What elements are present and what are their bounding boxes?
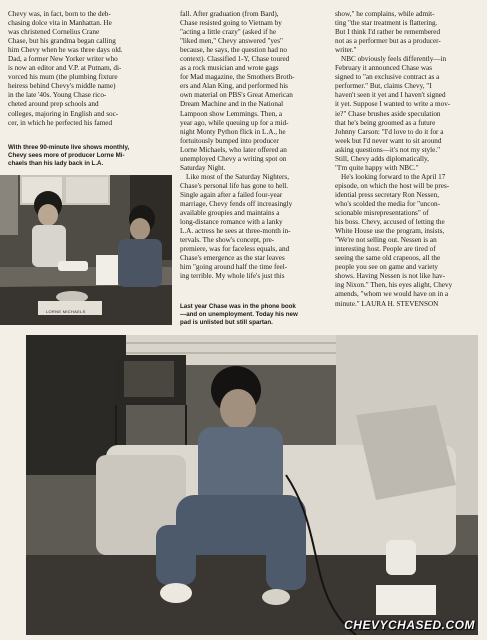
article-paragraph: Chevy was, in fact, born to the deb- chasing dolce vita in Manhattan. He was christened Cornelius Crane Chase, but his grandma began calling him Chevy when he was three days old. Dad, a former New Yorker writer who is now an editor and V.P. at Putnam, di- vorced his mum (the plumbing fixture heiress behind Chevy's middle name) in the late '40s. Young Chase rico- cheted around prep schools and colleges, majoring in English and soc- cer, in which he perfected his famed (8, 10, 123, 127)
article-paragraph: fall. After graduation (from Bard), Chase resisted going to Vietnam by "acting a little crazy" (asked if he "liked men," Chevy answered "yes" because, he says, the question had no context). Classified 1-Y, Chase toured as a rock musician and wrote gags for Mad magazine, the Smothers Broth- ers and Alan King, and performed his own material on PBS's Great American Dream Machine and in the National Lampoon show Lemmings. Then, a year ago, while queuing up for a mid- night Monty Python flick in L.A., he fortuitously bumped into producer Lorne Michaels, who later offered an unemployed Chevy a writing spot on Saturday Night. (180, 10, 295, 172)
name-plate-text: LORNE MICHAELS (46, 309, 86, 314)
article-paragraph: NBC obviously feels differently—in February it announced Chase was signed to "an exclusive contract as a performer." But, claims Chevy, "I haven't seen it yet and I haven't signed it yet. Suppose I wanted to write a mov- ie?" Chase brushes aside speculation that he's being groomed as a future Johnny Carson: "I'd love to do it for a week but I'd never want to sit around asking questions—it's not my style." Still, Chevy adds diplomatically, "I'm quite happy with NBC." (335, 55, 451, 172)
photo2-caption: Last year Chase was in the phone book —and on unemployment. Today his new pad is unlisted but still spartan. (180, 303, 298, 326)
watermark-text: CHEVYCHASED.COM (344, 618, 475, 632)
article-paragraph: show," he complains, while admit- ting "the star treatment is flattering. But I think I'd rather be remembered not as a performer but as a producer- writer." (335, 10, 441, 55)
article-paragraph: He's looking forward to the April 17 episode, on which the host will be pres- idential press secretary Ron Nessen, who's scolded the media for "uncon- scionable misrepresentations" of his boss. Chevy, accused of letting the White House use the program, insists, "We're not selling out. Nessen is an interesting host. People are tired of seeing the same old crapeoos, all the people you see on game and variety shows. Having Nessen is not like hav- ing Nixon." Then, his eyes alight, Chevy amends, "whom we would have on in a minute." LAURA H. STEVENSON (335, 172, 453, 308)
article-paragraph: Like most of the Saturday Nighters, Chase's personal life has gone to hell. Single again after a failed four-year marriage, Chevy fends off increasingly available groupies and maintains a long-distance romance with a lanky L.A. actress he sees at three-month in- tervals. The show's concept, pre- premiere, was for faceless equals, and Chase's emergence as the star leaves him "going around half the time feel- ing terrible. My whole life's just this (180, 172, 293, 281)
apartment-photo-art (26, 335, 478, 635)
article-column-2 (180, 10, 328, 281)
article-column-1 (8, 10, 170, 128)
office-photo-art (0, 175, 172, 325)
photo1-caption: With three 90-minute live shows monthly, Chevy sees more of producer Lorne Mi- chaels than his lady back in L.A. (8, 144, 130, 167)
article-column-3 (335, 10, 480, 309)
office-photo (0, 175, 172, 325)
apartment-photo (26, 335, 478, 635)
